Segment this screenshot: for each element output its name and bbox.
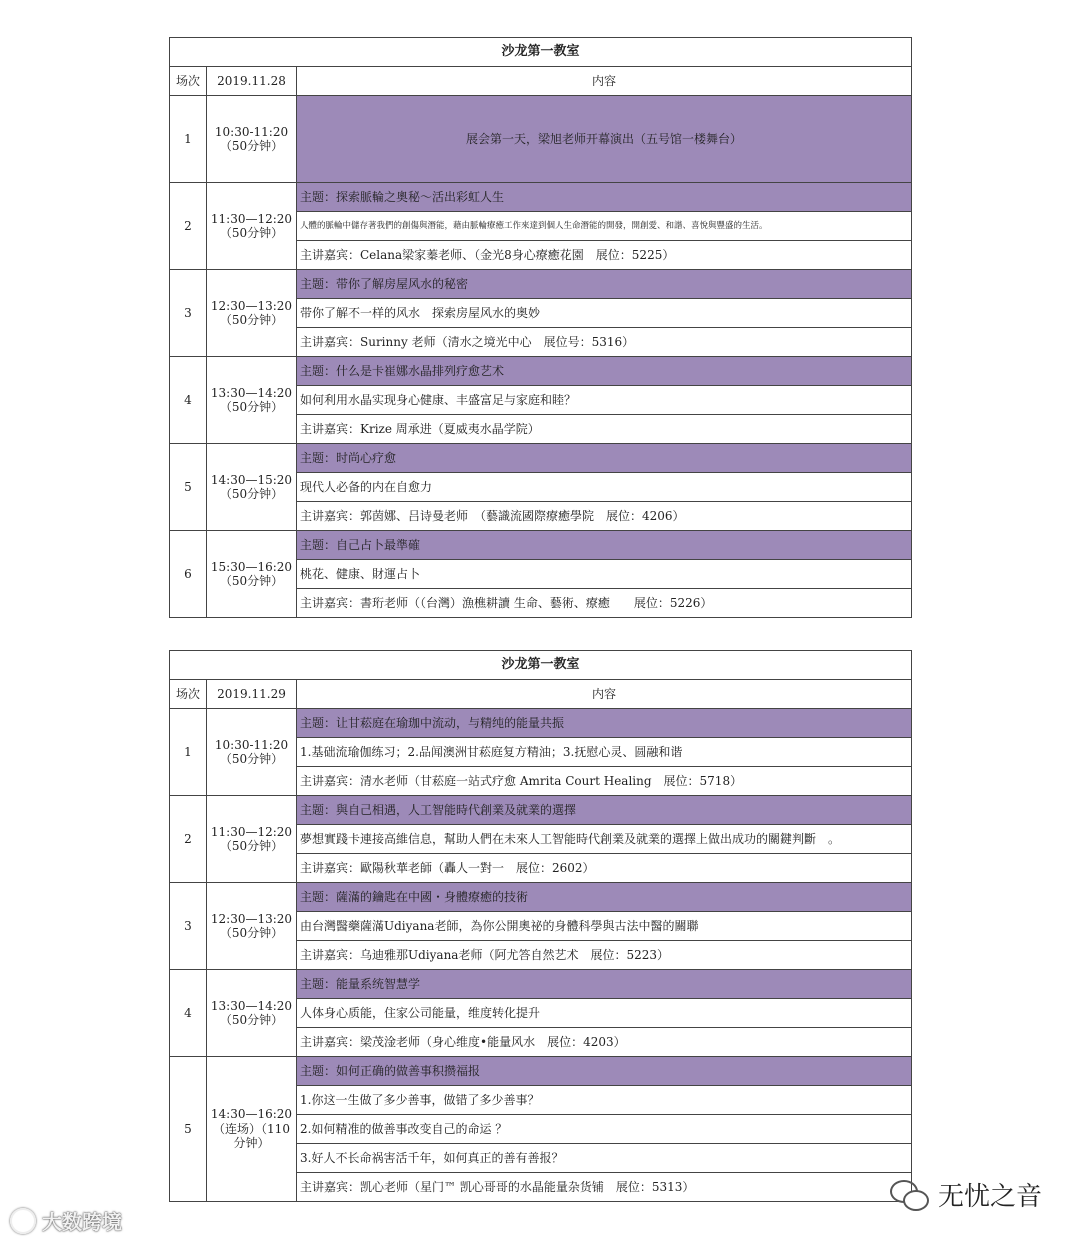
brand-logo-icon	[10, 1208, 36, 1234]
watermark-right-text: 无忧之音	[938, 1182, 1043, 1212]
session-time: 12:30—13:20 （50分钟）	[207, 270, 297, 357]
session-time: 14:30—16:20 （连场）（110 分钟）	[207, 1057, 297, 1202]
session-number: 1	[170, 709, 207, 796]
session-number: 3	[170, 883, 207, 970]
session-speaker: 主讲嘉宾：Surinny 老师（清水之境光中心 展位号：5316）	[297, 328, 912, 357]
session-speaker: 主讲嘉宾：歐陽秋華老師（轟人一對一 展位：2602）	[297, 854, 912, 883]
session-time: 15:30—16:20 （50分钟）	[207, 531, 297, 618]
session-number: 5	[170, 444, 207, 531]
session-topic: 主题：能量系统智慧学	[297, 970, 912, 999]
session-number: 4	[170, 970, 207, 1057]
session-speaker: 主讲嘉宾：凯心老师（星门™ 凯心哥哥的水晶能量杂货铺 展位：5313）	[297, 1173, 912, 1202]
session-time: 10:30-11:20 （50分钟）	[207, 96, 297, 183]
session-time: 12:30—13:20 （50分钟）	[207, 883, 297, 970]
session-detail: 人体身心质能，住家公司能量，维度转化提升	[297, 999, 912, 1028]
table-title: 沙龙第一教室	[170, 651, 912, 680]
session-detail: 带你了解不一样的风水 探索房屋风水的奥妙	[297, 299, 912, 328]
session-speaker: 主讲嘉宾：清水老师（甘菘庭一站式疗愈 Amrita Court Healing 展位：5718）	[297, 767, 912, 796]
session-number: 5	[170, 1057, 207, 1202]
session-number: 2	[170, 796, 207, 883]
session-topic: 主题：與自己相遇，人工智能時代創業及就業的選擇	[297, 796, 912, 825]
session-detail: 3.好人不长命祸害活千年，如何真正的善有善报？	[297, 1144, 912, 1173]
table-row	[170, 96, 912, 183]
session-number: 6	[170, 531, 207, 618]
session-topic: 主题：自己占卜最準確	[297, 531, 912, 560]
session-detail: 人體的脈輪中儲存著我們的創傷與潛能，藉由脈輪療癒工作來達到個人生命潛能的開發，開創愛、和諧、喜悅與豐盛的生活。	[297, 212, 912, 241]
session-time: 14:30—15:20 （50分钟）	[207, 444, 297, 531]
session-topic: 主题：如何正确的做善事积攒福报	[297, 1057, 912, 1086]
session-detail: 1.你这一生做了多少善事，做错了多少善事？	[297, 1086, 912, 1115]
header-date: 2019.11.28	[207, 67, 297, 96]
session-topic: 主题：探索脈輪之奧秘～活出彩虹人生	[297, 183, 912, 212]
session-speaker: 主讲嘉宾：乌迪雅那Udiyana老师（阿尤答自然艺术 展位：5223）	[297, 941, 912, 970]
session-time: 10:30-11:20 （50分钟）	[207, 709, 297, 796]
session-detail: 现代人必备的内在自愈力	[297, 473, 912, 502]
session-detail: 2.如何精准的做善事改变自己的命运 ？	[297, 1115, 912, 1144]
session-content: 展会第一天，梁旭老师开幕演出（五号馆一楼舞台）	[297, 96, 912, 183]
session-topic: 主题：让甘菘庭在瑜珈中流动，与精纯的能量共振	[297, 709, 912, 738]
session-topic: 主题：薩滿的鑰匙在中國・身體療癒的技術	[297, 883, 912, 912]
session-detail: 1.基础流瑜伽练习；2.品闻澳洲甘菘庭复方精油；3.抚慰心灵、圆融和谐	[297, 738, 912, 767]
session-speaker: 主讲嘉宾：梁茂淦老师（身心维度•能量风水 展位：4203）	[297, 1028, 912, 1057]
wechat-icon	[890, 1180, 930, 1210]
session-speaker: 主讲嘉宾：書珩老师（（台灣）漁樵耕讀 生命、藝術、療癒 展位：5226）	[297, 589, 912, 618]
session-speaker: 主讲嘉宾：郭茵娜、吕诗曼老师 （藝識流國際療癒學院 展位：4206）	[297, 502, 912, 531]
session-topic: 主题：时尚心疗愈	[297, 444, 912, 473]
header-date: 2019.11.29	[207, 680, 297, 709]
header-session: 场次	[170, 67, 207, 96]
session-time: 13:30—14:20 （50分钟）	[207, 357, 297, 444]
session-number: 2	[170, 183, 207, 270]
session-time: 11:30—12:20 （50分钟）	[207, 183, 297, 270]
session-number: 3	[170, 270, 207, 357]
session-detail: 如何利用水晶实现身心健康、丰盛富足与家庭和睦？	[297, 386, 912, 415]
watermark-left-text: 大数跨境	[42, 1210, 122, 1234]
header-content: 内容	[297, 680, 912, 709]
schedule-table-day2	[169, 650, 912, 1202]
session-time: 13:30—14:20 （50分钟）	[207, 970, 297, 1057]
session-topic: 主题：什么是卡崔娜水晶排列疗愈艺术	[297, 357, 912, 386]
session-time: 11:30—12:20 （50分钟）	[207, 796, 297, 883]
header-session: 场次	[170, 680, 207, 709]
watermark-right	[890, 1176, 1042, 1213]
schedule-table-day1	[169, 37, 912, 618]
table-title: 沙龙第一教室	[170, 38, 912, 67]
watermark-left	[10, 1206, 122, 1235]
session-detail: 夢想實踐卡連接高維信息，幫助人們在未來人工智能時代創業及就業的選擇上做出成功的關鍵判斷 。	[297, 825, 912, 854]
session-detail: 由台灣醫藥薩滿Udiyana老師，為你公開奧祕的身體科學與古法中醫的關聯	[297, 912, 912, 941]
session-speaker: 主讲嘉宾：Celana梁家蓁老师、（金光8身心療癒花園 展位：5225）	[297, 241, 912, 270]
session-number: 1	[170, 96, 207, 183]
session-detail: 桃花、健康、財運占卜	[297, 560, 912, 589]
header-content: 内容	[297, 67, 912, 96]
session-speaker: 主讲嘉宾：Krize 周承进（夏威夷水晶学院）	[297, 415, 912, 444]
session-number: 4	[170, 357, 207, 444]
session-topic: 主题：带你了解房屋风水的秘密	[297, 270, 912, 299]
